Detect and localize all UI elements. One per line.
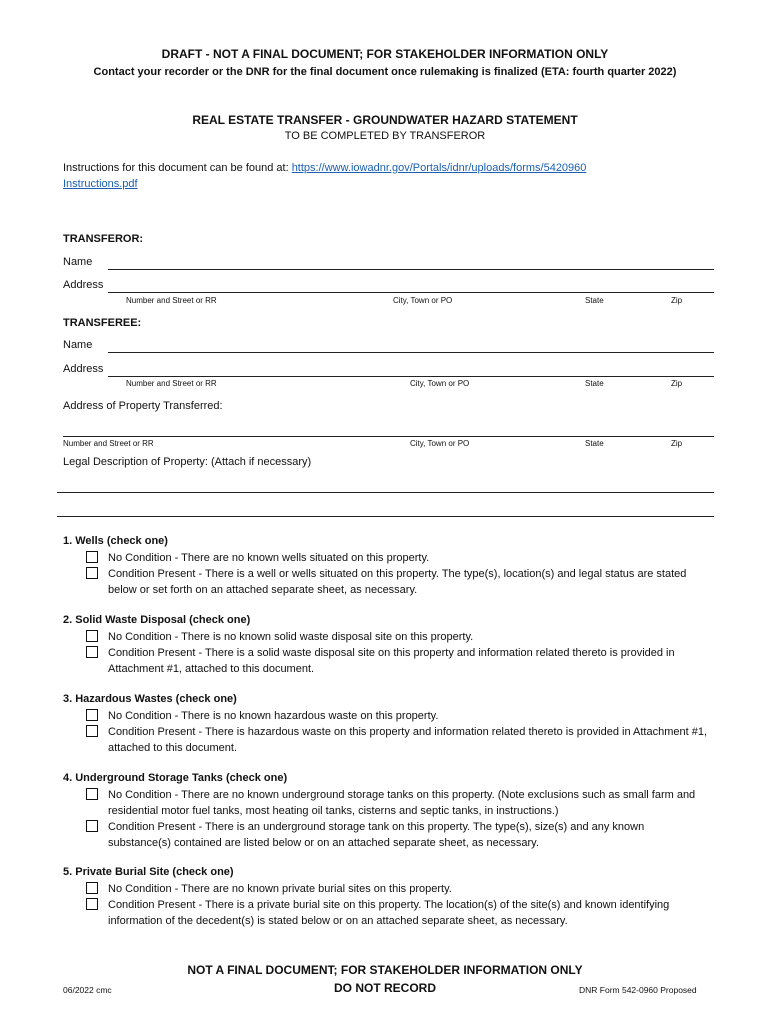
transferor-address-label: Address (63, 279, 104, 291)
burial-no-condition-checkbox[interactable] (86, 882, 98, 894)
wells-condition-present-text: Condition Present - There is a well or wells situated on this property. The type(s), location(s) and legal status are stated below or set forth on an attached separate sheet, as necessary. (108, 568, 687, 596)
burial-no-condition-text: No Condition - There are no known private burial sites on this property. (108, 883, 452, 895)
solid-waste-condition-present-checkbox[interactable] (86, 646, 98, 658)
draft-notice: DRAFT - NOT A FINAL DOCUMENT; FOR STAKEHOLDER INFORMATION ONLY (161, 47, 609, 61)
transferor-city-caption: City, Town or PO (393, 296, 453, 305)
transferee-zip-caption: Zip (671, 379, 683, 388)
hazardous-condition-present-text: Condition Present - There is hazardous waste on this property and information related thereto is provided in Attachment #1, attached to this document. (108, 726, 708, 754)
footer-notice: NOT A FINAL DOCUMENT; FOR STAKEHOLDER INFORMATION ONLY (187, 963, 583, 977)
transferee-address-label: Address (63, 363, 104, 375)
section-heading-wells: 1. Wells (check one) (63, 535, 168, 547)
tanks-no-condition-checkbox[interactable] (86, 788, 98, 800)
transferor-address-field[interactable] (108, 292, 714, 293)
property-street-caption: Number and Street or RR (63, 439, 154, 448)
footer-date-code: 06/2022 cmc (63, 985, 112, 995)
transferor-name-label: Name (63, 256, 93, 268)
property-state-caption: State (585, 439, 604, 448)
transferor-zip-caption: Zip (671, 296, 683, 305)
transferee-state-caption: State (585, 379, 604, 388)
legal-description-label: Legal Description of Property: (Attach if necessary) (63, 456, 312, 468)
transferor-state-caption: State (585, 296, 604, 305)
footer-form-id: DNR Form 542-0960 Proposed (579, 985, 697, 995)
page-title: REAL ESTATE TRANSFER - GROUNDWATER HAZARD STATEMENT (192, 113, 578, 127)
burial-condition-present-text: Condition Present - There is a private burial site on this property. The location(s) of the site(s) and known identifying information of the decedent(s) is stated below or on an attached separate sheet, as necessary. (108, 899, 670, 927)
property-city-caption: City, Town or PO (410, 439, 470, 448)
wells-no-condition-checkbox[interactable] (86, 551, 98, 563)
legal-description-line-2[interactable] (57, 516, 714, 517)
legal-description-line-1[interactable] (57, 492, 714, 493)
instructions-text (63, 162, 586, 174)
instructions-prefix: Instructions for this document can be found at: (63, 162, 292, 174)
section-heading-solid-waste: 2. Solid Waste Disposal (check one) (63, 614, 251, 626)
transferor-name-field[interactable] (108, 269, 714, 270)
transferee-heading: TRANSFEREE: (63, 317, 142, 329)
hazardous-no-condition-text: No Condition - There is no known hazardous waste on this property. (108, 710, 439, 722)
hazardous-no-condition-checkbox[interactable] (86, 709, 98, 721)
property-address-field[interactable] (63, 436, 714, 437)
section-heading-burial-site: 5. Private Burial Site (check one) (63, 866, 234, 878)
burial-condition-present-checkbox[interactable] (86, 898, 98, 910)
section-heading-hazardous-wastes: 3. Hazardous Wastes (check one) (63, 693, 237, 705)
transferee-name-label: Name (63, 339, 93, 351)
wells-condition-present-checkbox[interactable] (86, 567, 98, 579)
solid-waste-condition-present-text: Condition Present - There is a solid waste disposal site on this property and information related thereto is provided in Attachment #1, attached to this document. (108, 647, 675, 675)
transferor-heading: TRANSFEROR: (63, 233, 144, 245)
footer-do-not-record: DO NOT RECORD (334, 981, 436, 995)
page-subtitle: TO BE COMPLETED BY TRANSFEROR (284, 130, 486, 142)
tanks-no-condition-text: No Condition - There are no known underground storage tanks on this property. (Note exclusions such as small farm and residential motor fuel tanks, most heating oil tanks, cisterns and septic tanks, in instructions.) (108, 789, 696, 817)
transferee-street-caption: Number and Street or RR (126, 379, 217, 388)
transferee-address-field[interactable] (108, 376, 714, 377)
hazardous-condition-present-checkbox[interactable] (86, 725, 98, 737)
solid-waste-no-condition-checkbox[interactable] (86, 630, 98, 642)
transferee-city-caption: City, Town or PO (410, 379, 470, 388)
solid-waste-no-condition-text: No Condition - There is no known solid waste disposal site on this property. (108, 631, 474, 643)
transferor-street-caption: Number and Street or RR (126, 296, 217, 305)
instructions-link[interactable]: https://www.iowadnr.gov/Portals/idnr/uploads/forms/5420960 (291, 162, 587, 174)
contact-notice: Contact your recorder or the DNR for the final document once rulemaking is finalized (ETA: fourth quarter 2022) (93, 66, 677, 78)
transferee-name-field[interactable] (108, 352, 714, 353)
section-heading-storage-tanks: 4. Underground Storage Tanks (check one) (63, 772, 288, 784)
property-zip-caption: Zip (671, 439, 683, 448)
property-address-label: Address of Property Transferred: (63, 400, 223, 412)
tanks-condition-present-checkbox[interactable] (86, 820, 98, 832)
tanks-condition-present-text: Condition Present - There is an underground storage tank on this property. The type(s), size(s) and any known substance(s) contained are listed below or on an attached separate sheet, as necessary. (108, 821, 645, 849)
instructions-link-continued[interactable]: Instructions.pdf (63, 178, 138, 190)
wells-no-condition-text: No Condition - There are no known wells situated on this property. (108, 552, 430, 564)
